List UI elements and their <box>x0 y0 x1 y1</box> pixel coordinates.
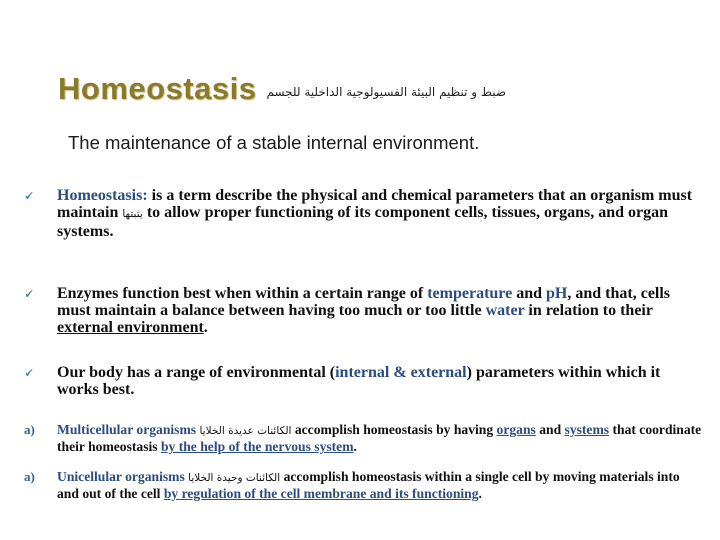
subitem-marker: a) <box>24 469 35 484</box>
arabic-term: الكائنات عديدة الخلايا <box>199 425 292 437</box>
bullet-text-part: ) parameters within which it works best. <box>57 364 661 398</box>
term-temperature: temperature <box>427 285 513 302</box>
bullet-text-part: Our body has a range of environmental ( <box>57 364 336 381</box>
bullet-enzymes <box>24 285 704 336</box>
subitem-text <box>57 422 704 454</box>
arabic-term: الكائنات وحيدة الخلايا <box>188 472 281 484</box>
term-internal-external: internal & external <box>335 364 467 381</box>
subitem-multicellular <box>24 422 704 454</box>
term-ph: pH <box>546 285 568 302</box>
bullet-text <box>57 187 704 240</box>
bullet-icon: 🗸 <box>24 287 34 302</box>
subitem-text-part: accomplish homeostasis within a single cell by moving materials into and out of the cell <box>57 469 680 501</box>
term-water: water <box>485 302 525 319</box>
bullet-icon: 🗸 <box>24 189 34 204</box>
term-organs: organs <box>496 422 536 437</box>
title-row <box>58 66 658 106</box>
subitem-text-part: and <box>535 422 565 437</box>
bullet-environmental-range <box>24 364 704 398</box>
subtitle: The maintenance of a stable internal environment. <box>68 132 480 153</box>
term-cell-membrane: by regulation of the cell membrane and its functioning <box>163 486 479 501</box>
arabic-term: يثبتها <box>122 208 143 220</box>
bullet-text-part: , and that, cells must maintain a balance between having too much or too little <box>57 285 671 319</box>
bullet-text-part: is a term describe the physical and chemical parameters that an organism must maintain <box>57 187 693 221</box>
bullet-text-part: to allow proper functioning of its component cells, tissues, organs, and organ systems. <box>57 204 669 240</box>
bullet-text <box>57 285 704 336</box>
bullet-icon: 🗸 <box>24 366 34 381</box>
subitem-text-part: that coordinate their homeostasis <box>57 422 702 454</box>
term-systems: systems <box>564 422 610 437</box>
subitem-marker: a) <box>24 422 35 437</box>
bullet-text-part: Enzymes function best when within a certain range of <box>57 285 428 302</box>
bullet-text-part: in relation to their <box>524 302 653 319</box>
term-homeostasis: Homeostasis: <box>57 187 148 204</box>
term-unicellular: Unicellular organisms <box>57 469 189 484</box>
bullet-text <box>57 364 704 398</box>
bullet-text-part: . <box>203 319 208 336</box>
term-external-environment: external environment <box>57 319 204 336</box>
bullet-homeostasis-definition <box>24 187 704 240</box>
subitem-text-part: . <box>353 439 357 454</box>
title-arabic: ضبط و تنظيم البيئة الفسيولوجية الداخلية للجسم <box>266 85 507 99</box>
subitem-text-part: accomplish homeostasis by having <box>291 422 497 437</box>
subitem-text <box>57 469 704 501</box>
term-multicellular: Multicellular organisms <box>57 422 200 437</box>
subitem-text-part: . <box>478 486 482 501</box>
bullet-text-part: and <box>512 285 547 302</box>
page-title: Homeostasis <box>58 71 257 106</box>
term-nervous-system: by the help of the nervous system <box>160 439 354 454</box>
subitem-unicellular <box>24 469 704 501</box>
